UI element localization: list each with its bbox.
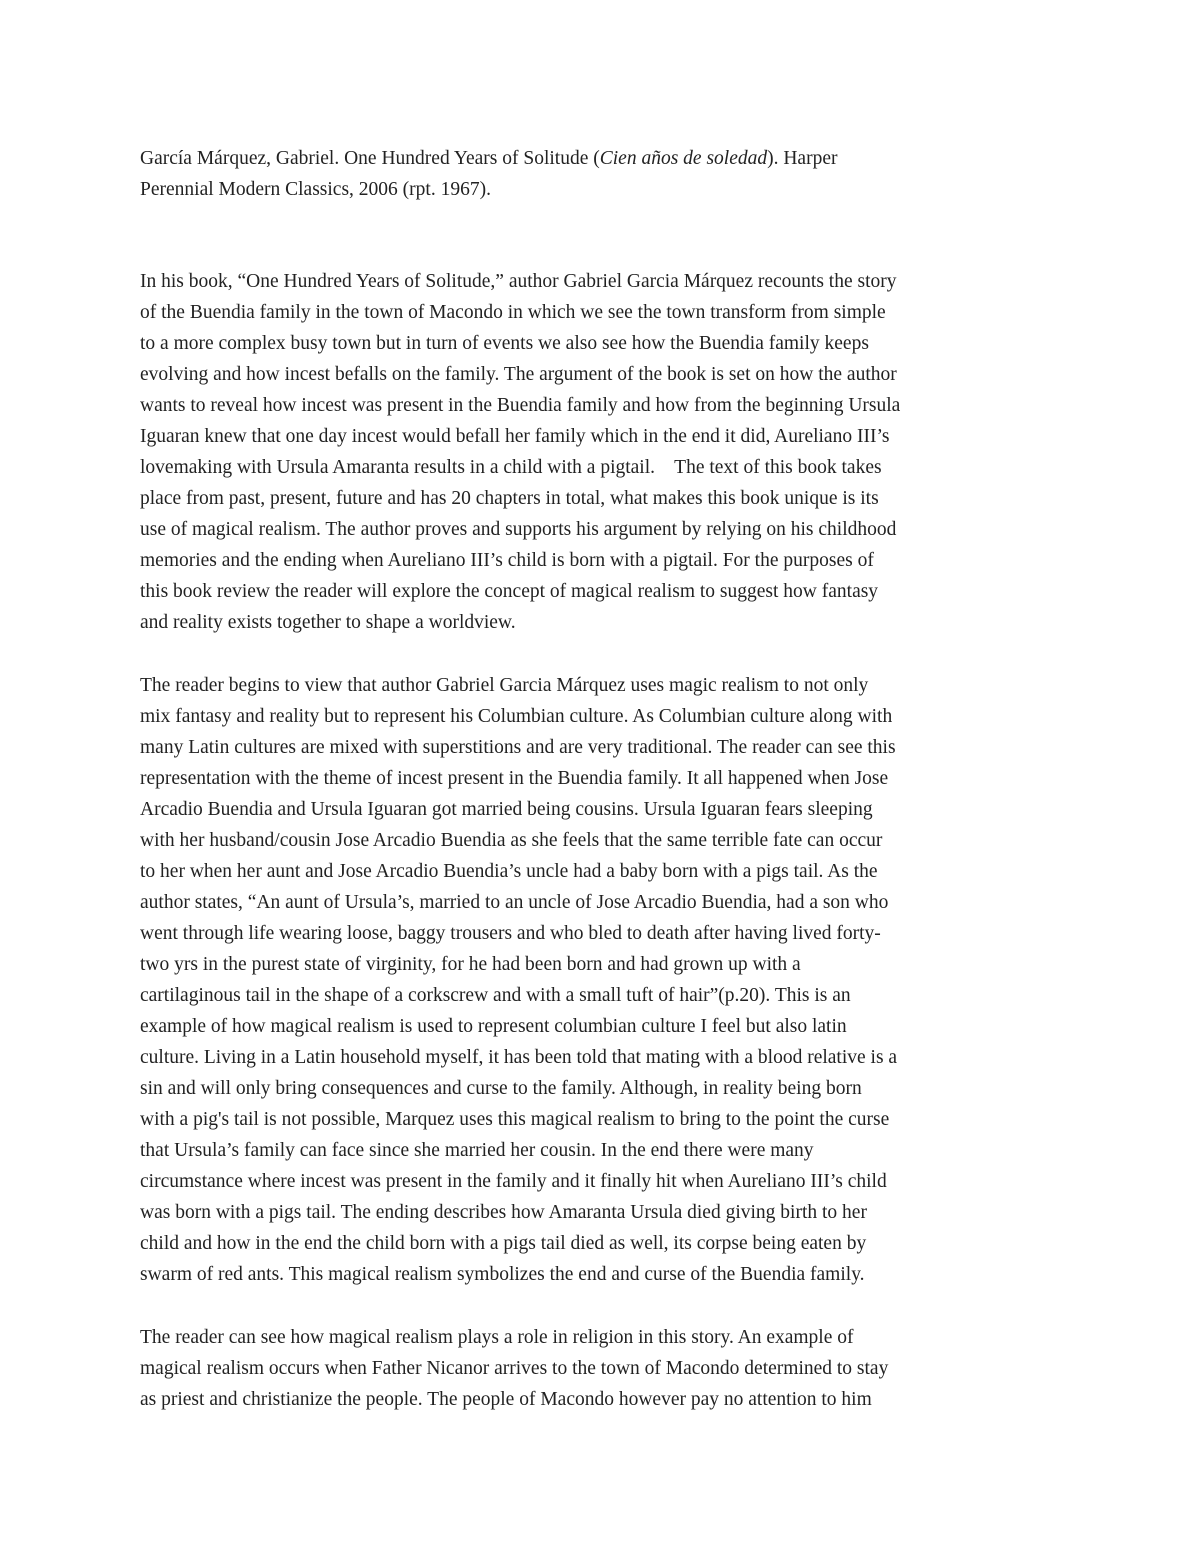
italic-title: Cien años de soledad — [599, 148, 768, 169]
text-line: The reader begins to view that author Gabriel Garcia Márquez uses magic realism to not only — [140, 675, 869, 696]
text-line: was born with a pigs tail. The ending describes how Amaranta Ursula died giving birth to her — [140, 1202, 867, 1223]
text-line: place from past, present, future and has 20 chapters in total, what makes this book unique is its — [140, 488, 879, 509]
text-line: lovemaking with Ursula Amaranta results in a child with a pigtail. The text of this book takes — [140, 457, 882, 478]
text-line: In his book, “One Hundred Years of Solitude,” author Gabriel Garcia Márquez recounts the story — [140, 271, 897, 292]
text-line: evolving and how incest befalls on the family. The argument of the book is set on how the author — [140, 364, 897, 385]
text-line: went through life wearing loose, baggy trousers and who bled to death after having lived forty- — [140, 923, 881, 944]
text-line: of the Buendia family in the town of Macondo in which we see the town transform from simple — [140, 302, 886, 323]
text-line: with her husband/cousin Jose Arcadio Buendia as she feels that the same terrible fate can occur — [140, 830, 883, 851]
text-line: mix fantasy and reality but to represent his Columbian culture. As Columbian culture along with — [140, 706, 893, 727]
text-line: and reality exists together to shape a worldview. — [140, 612, 516, 633]
text-line: circumstance where incest was present in the family and it finally hit when Aureliano III’s child — [140, 1171, 887, 1192]
text-line: to her when her aunt and Jose Arcadio Buendia’s uncle had a baby born with a pigs tail. As the — [140, 861, 878, 882]
text-line: memories and the ending when Aureliano III’s child is born with a pigtail. For the purposes of — [140, 550, 874, 571]
text-line: Arcadio Buendia and Ursula Iguaran got married being cousins. Ursula Iguaran fears sleeping — [140, 799, 873, 820]
text-line: with a pig's tail is not possible, Marquez uses this magical realism to bring to the point the curse — [140, 1109, 890, 1130]
paragraph-3 — [140, 1322, 1060, 1415]
text-line: Iguaran knew that one day incest would befall her family which in the end it did, Aureliano III’s — [140, 426, 890, 447]
text-line: The reader can see how magical realism plays a role in religion in this story. An example of — [140, 1327, 854, 1348]
text-line: magical realism occurs when Father Nicanor arrives to the town of Macondo determined to stay — [140, 1358, 889, 1379]
text-line: author states, “An aunt of Ursula’s, married to an uncle of Jose Arcadio Buendia, had a son who — [140, 892, 889, 913]
text-line: as priest and christianize the people. The people of Macondo however pay no attention to him — [140, 1389, 872, 1410]
text-line: to a more complex busy town but in turn of events we also see how the Buendia family keeps — [140, 333, 869, 354]
text-line: many Latin cultures are mixed with superstitions and are very traditional. The reader can see this — [140, 737, 896, 758]
paragraph-2 — [140, 670, 1060, 1290]
text-line: wants to reveal how incest was present in the Buendia family and how from the beginning Ursula — [140, 395, 901, 416]
citation-line: García Márquez, Gabriel. One Hundred Years of Solitude (Cien años de soledad). Harper — [140, 148, 838, 169]
text-line: sin and will only bring consequences and curse to the family. Although, in reality being born — [140, 1078, 862, 1099]
text-line: this book review the reader will explore the concept of magical realism to suggest how fantasy — [140, 581, 879, 602]
text-line: representation with the theme of incest present in the Buendia family. It all happened when Jose — [140, 768, 889, 789]
paragraph-1 — [140, 266, 1060, 638]
citation-line: Perennial Modern Classics, 2006 (rpt. 1967). — [140, 179, 491, 200]
text-line: two yrs in the purest state of virginity, for he had been born and had grown up with a — [140, 954, 801, 975]
text-line: use of magical realism. The author proves and supports his argument by relying on his childhood — [140, 519, 897, 540]
text-line: that Ursula’s family can face since she married her cousin. In the end there were many — [140, 1140, 814, 1161]
text-line: child and how in the end the child born with a pigs tail died as well, its corpse being eaten by — [140, 1233, 867, 1254]
text-line: example of how magical realism is used to represent columbian culture I feel but also latin — [140, 1016, 847, 1037]
text-line: cartilaginous tail in the shape of a corkscrew and with a small tuft of hair”(p.20). This is an — [140, 985, 851, 1006]
text-line: culture. Living in a Latin household myself, it has been told that mating with a blood relative is a — [140, 1047, 898, 1068]
citation — [140, 143, 1060, 205]
text-line: swarm of red ants. This magical realism symbolizes the end and curse of the Buendia family. — [140, 1264, 865, 1285]
